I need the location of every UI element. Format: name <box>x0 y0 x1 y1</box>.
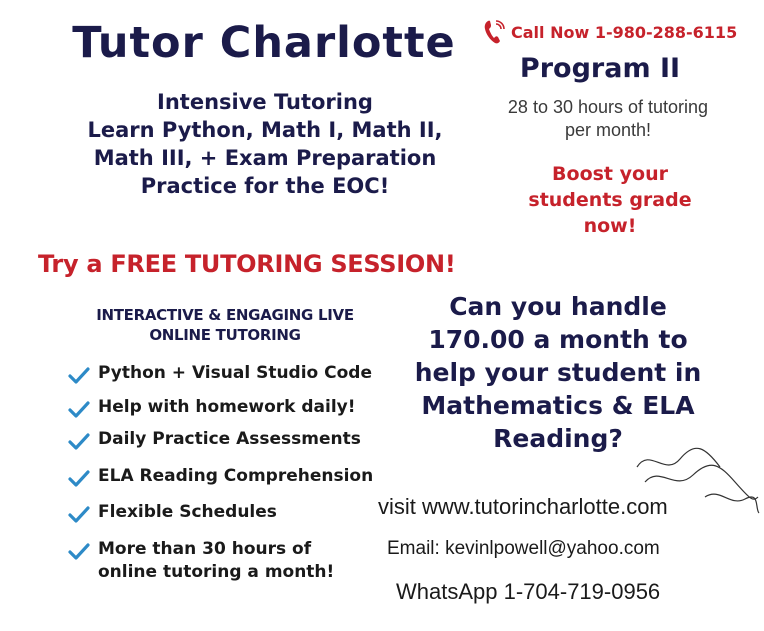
phone-icon <box>483 19 505 45</box>
checkmark-icon <box>68 542 90 562</box>
boost-text <box>520 161 700 239</box>
call-now-banner[interactable] <box>483 18 753 46</box>
feature-item <box>68 465 388 489</box>
feature-item <box>68 396 388 420</box>
feature-text: Flexible Schedules <box>98 502 277 522</box>
feature-text: ELA Reading Comprehension <box>98 466 374 486</box>
feature-text <box>98 538 334 584</box>
hours-line: per month! <box>564 120 652 140</box>
intro-line: Intensive Tutoring <box>157 90 373 114</box>
question-line: 170.00 a month to <box>428 325 688 354</box>
checkmark-icon <box>68 432 90 452</box>
feature-text: Help with homework daily! <box>98 397 356 417</box>
feature-text: Python + Visual Studio Code <box>98 363 372 383</box>
boost-line: Boost your <box>552 163 668 185</box>
call-now-text: Call Now 1-980-288-6115 <box>511 22 738 42</box>
email-link[interactable]: Email: kevinlpowell@yahoo.com <box>387 538 660 559</box>
boost-line: students grade <box>528 189 692 211</box>
feature-text: Daily Practice Assessments <box>98 429 361 449</box>
hours-text <box>488 96 728 142</box>
checkmark-icon <box>68 400 90 420</box>
checkmark-icon <box>68 505 90 525</box>
feature-item <box>68 428 388 452</box>
feature-item <box>68 538 388 584</box>
question-line: help your student in <box>414 358 702 387</box>
feature-text-line: online tutoring a month! <box>98 562 335 582</box>
question-line: Mathematics & ELA <box>421 391 695 420</box>
intro-line: Learn Python, Math I, Math II, <box>87 118 443 142</box>
feature-item <box>68 501 388 525</box>
feature-text-line: More than 30 hours of <box>98 539 312 559</box>
intro-line: Practice for the EOC! <box>140 174 390 198</box>
boost-line: now! <box>583 215 637 237</box>
feature-item <box>68 362 388 386</box>
website-link[interactable]: visit www.tutorincharlotte.com <box>378 494 668 519</box>
program-name: Program II <box>519 53 681 84</box>
live-line: INTERACTIVE & ENGAGING LIVE <box>96 306 354 324</box>
free-session-headline: Try a FREE TUTORING SESSION! <box>38 250 456 278</box>
whatsapp-link[interactable]: WhatsApp 1-704-719-0956 <box>396 579 661 604</box>
checkmark-icon <box>68 366 90 386</box>
live-tutoring-heading <box>70 305 380 345</box>
question-line: Can you handle <box>449 292 667 321</box>
intro-text <box>60 88 470 200</box>
page-title: Tutor Charlotte <box>72 18 456 68</box>
pricing-question <box>398 290 718 455</box>
question-line: Reading? <box>493 424 623 453</box>
checkmark-icon <box>68 469 90 489</box>
intro-line: Math III, + Exam Preparation <box>93 146 437 170</box>
live-line: ONLINE TUTORING <box>149 326 301 344</box>
hours-line: 28 to 30 hours of tutoring <box>507 97 709 117</box>
